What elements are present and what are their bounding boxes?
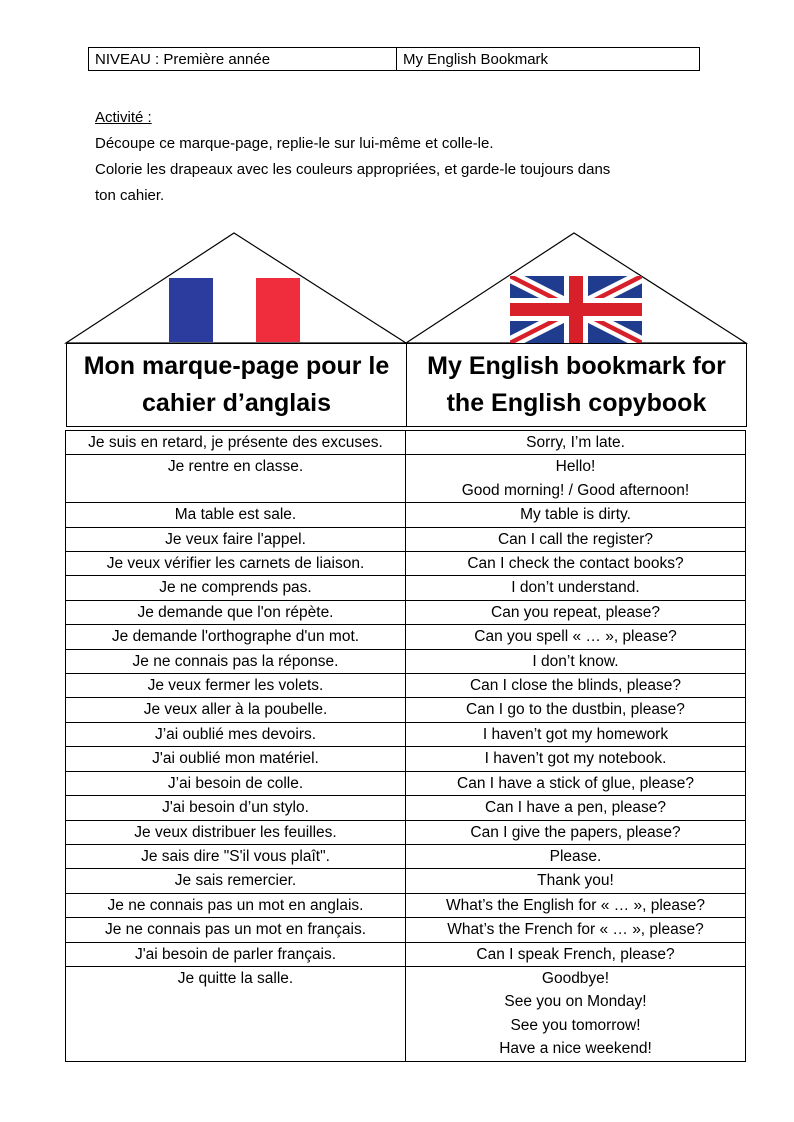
- english-phrase-cell: [406, 625, 745, 648]
- english-phrase-cell: [406, 869, 745, 892]
- french-phrase: Je quitte la salle.: [177, 969, 294, 987]
- french-phrase: Je veux vérifier les carnets de liaison.: [106, 555, 365, 573]
- english-phrase-cell: [406, 698, 745, 721]
- english-phrase-cell: [406, 552, 745, 575]
- english-phrase: Sorry, I’m late.: [526, 434, 625, 451]
- english-phrase-cell: [406, 894, 745, 917]
- french-phrase: Je ne connais pas un mot en français.: [104, 921, 367, 939]
- table-row: [66, 575, 745, 599]
- french-phrase-cell: [66, 576, 406, 599]
- french-phrase-cell: [66, 601, 406, 624]
- english-phrase: My table is dirty.: [520, 506, 631, 524]
- english-phrase-cell: [406, 772, 745, 795]
- english-phrase: Can I close the blinds, please?: [469, 677, 682, 695]
- english-phrase: I don’t understand.: [511, 579, 640, 597]
- doc-title-cell: My English Bookmark: [403, 50, 549, 68]
- english-phrase: See you on Monday!: [504, 993, 647, 1011]
- english-phrase: What’s the English for « … », please?: [445, 896, 706, 914]
- english-phrase: Thank you!: [537, 872, 614, 890]
- english-phrase-cell: [406, 503, 745, 526]
- table-row: [66, 454, 745, 502]
- french-phrase-cell: [66, 723, 406, 746]
- english-phrase-cell: [406, 455, 745, 502]
- french-phrase-cell: [66, 821, 406, 844]
- table-row: [66, 893, 745, 917]
- english-phrase: Good morning! / Good afternoon!: [461, 481, 690, 499]
- phrase-table: [65, 430, 746, 1062]
- french-title-line-2: cahier d’anglais: [142, 389, 331, 417]
- table-row: [66, 502, 745, 526]
- english-phrase: Have a nice weekend!: [499, 1040, 652, 1058]
- table-row: [66, 942, 745, 966]
- english-phrase-cell: [406, 528, 745, 551]
- english-phrase: I haven’t got my notebook.: [484, 750, 667, 768]
- french-phrase-cell: [66, 625, 406, 648]
- english-phrase-cell: [406, 943, 745, 966]
- english-phrase: Can you spell « … », please?: [474, 628, 677, 646]
- french-phrase: Ma table est sale.: [174, 506, 297, 524]
- english-bookmark-title: [406, 343, 747, 427]
- table-row: [66, 795, 745, 819]
- english-phrase: Can I have a pen, please?: [485, 799, 666, 817]
- french-phrase-cell: [66, 747, 406, 770]
- france-flag-white-band: [213, 278, 256, 342]
- activity-title: Activité :: [95, 109, 152, 126]
- french-phrase-cell: [66, 772, 406, 795]
- english-phrase-cell: [406, 796, 745, 819]
- table-row: [66, 771, 745, 795]
- english-phrase-cell: [406, 674, 745, 697]
- france-flag-red-band: [256, 278, 300, 342]
- activity-line-1: Découpe ce marque-page, replie-le sur lui-même et colle-le.: [95, 135, 494, 152]
- english-phrase: Please.: [549, 847, 602, 865]
- french-phrase-cell: [66, 528, 406, 551]
- french-phrase-cell: [66, 674, 406, 697]
- english-phrase: Can I call the register?: [497, 530, 654, 548]
- french-phrase-cell: [66, 967, 406, 1061]
- english-phrase: What’s the French for « … », please?: [447, 921, 704, 939]
- french-phrase: J'ai oublié mon matériel.: [152, 750, 319, 768]
- english-phrase-cell: [406, 601, 745, 624]
- french-phrase: Je sais remercier.: [174, 872, 297, 890]
- french-phrase-cell: [66, 552, 406, 575]
- english-phrase-cell: [406, 845, 745, 868]
- english-phrase: Goodbye!: [541, 969, 610, 987]
- french-phrase: Je sais dire "S'il vous plaît".: [141, 847, 330, 865]
- french-bookmark-title: [66, 343, 407, 427]
- french-phrase: Je veux aller à la poubelle.: [143, 701, 328, 719]
- table-row: [66, 917, 745, 941]
- uk-flag-icon: [510, 276, 642, 343]
- english-phrase-cell: [406, 747, 745, 770]
- english-phrase-cell: [406, 918, 745, 941]
- french-phrase: Je veux faire l'appel.: [165, 530, 306, 548]
- french-phrase: Je ne comprends pas.: [159, 579, 312, 597]
- english-phrase: Can I give the papers, please?: [470, 823, 681, 841]
- english-phrase: I haven’t got my homework: [482, 725, 669, 743]
- french-phrase: J'ai besoin d’un stylo.: [162, 799, 309, 817]
- english-phrase: Can I speak French, please?: [476, 945, 675, 963]
- table-row: [66, 966, 745, 1061]
- english-phrase: Can you repeat, please?: [491, 603, 660, 621]
- table-row: [66, 673, 745, 697]
- french-phrase-cell: [66, 894, 406, 917]
- french-phrase: Je suis en retard, je présente des excuses.: [88, 434, 383, 451]
- table-row: [66, 649, 745, 673]
- english-phrase: Hello!: [555, 458, 596, 476]
- activity-line-2: Colorie les drapeaux avec les couleurs appropriées, et garde-le toujours dans: [95, 161, 611, 178]
- english-phrase-cell: [406, 650, 745, 673]
- french-phrase-cell: [66, 431, 406, 454]
- french-phrase-cell: [66, 845, 406, 868]
- table-row: [66, 722, 745, 746]
- table-row: [66, 697, 745, 721]
- table-row: [66, 624, 745, 648]
- table-row: [66, 527, 745, 551]
- french-title-line-1: Mon marque-page pour le: [83, 352, 390, 380]
- french-phrase: Je veux fermer les volets.: [147, 677, 324, 695]
- english-phrase-cell: [406, 431, 745, 454]
- french-phrase-cell: [66, 698, 406, 721]
- french-phrase: J’ai besoin de colle.: [167, 774, 304, 792]
- french-phrase-cell: [66, 650, 406, 673]
- french-phrase-cell: [66, 796, 406, 819]
- french-phrase-cell: [66, 943, 406, 966]
- english-title-line-2: the English copybook: [446, 389, 707, 417]
- english-phrase-cell: [406, 576, 745, 599]
- table-row: [66, 868, 745, 892]
- french-phrase: Je ne connais pas la réponse.: [132, 652, 339, 670]
- french-phrase: Je demande l'orthographe d'un mot.: [111, 628, 360, 646]
- english-phrase: Can I have a stick of glue, please?: [457, 774, 694, 792]
- activity-line-3: ton cahier.: [95, 187, 165, 204]
- french-phrase: Je veux distribuer les feuilles.: [134, 823, 337, 841]
- table-row: [66, 431, 745, 454]
- english-phrase: I don’t know.: [532, 652, 619, 670]
- table-row: [66, 600, 745, 624]
- french-phrase-cell: [66, 503, 406, 526]
- table-row: [66, 820, 745, 844]
- table-row: [66, 746, 745, 770]
- english-phrase-cell: [406, 967, 745, 1061]
- french-phrase: J’ai oublié mes devoirs.: [154, 725, 317, 743]
- french-phrase-cell: [66, 918, 406, 941]
- french-phrase: Je rentre en classe.: [167, 458, 304, 476]
- english-phrase-cell: [406, 821, 745, 844]
- english-title-line-1: My English bookmark for: [427, 352, 726, 380]
- english-phrase: Can I go to the dustbin, please?: [466, 701, 685, 719]
- french-phrase: Je ne connais pas un mot en anglais.: [107, 896, 364, 914]
- french-phrase-cell: [66, 869, 406, 892]
- level-cell: NIVEAU : Première année: [89, 48, 397, 70]
- france-flag-icon: [169, 278, 300, 342]
- french-phrase: Je demande que l'on répète.: [137, 603, 334, 621]
- france-flag-blue-band: [169, 278, 213, 342]
- french-phrase-cell: [66, 455, 406, 502]
- table-row: [66, 551, 745, 575]
- bookmark-roofs: [0, 0, 794, 345]
- english-phrase-cell: [406, 723, 745, 746]
- table-row: [66, 844, 745, 868]
- english-phrase: See you tomorrow!: [510, 1016, 641, 1034]
- french-phrase: J'ai besoin de parler français.: [134, 945, 337, 963]
- english-phrase: Can I check the contact books?: [467, 555, 684, 573]
